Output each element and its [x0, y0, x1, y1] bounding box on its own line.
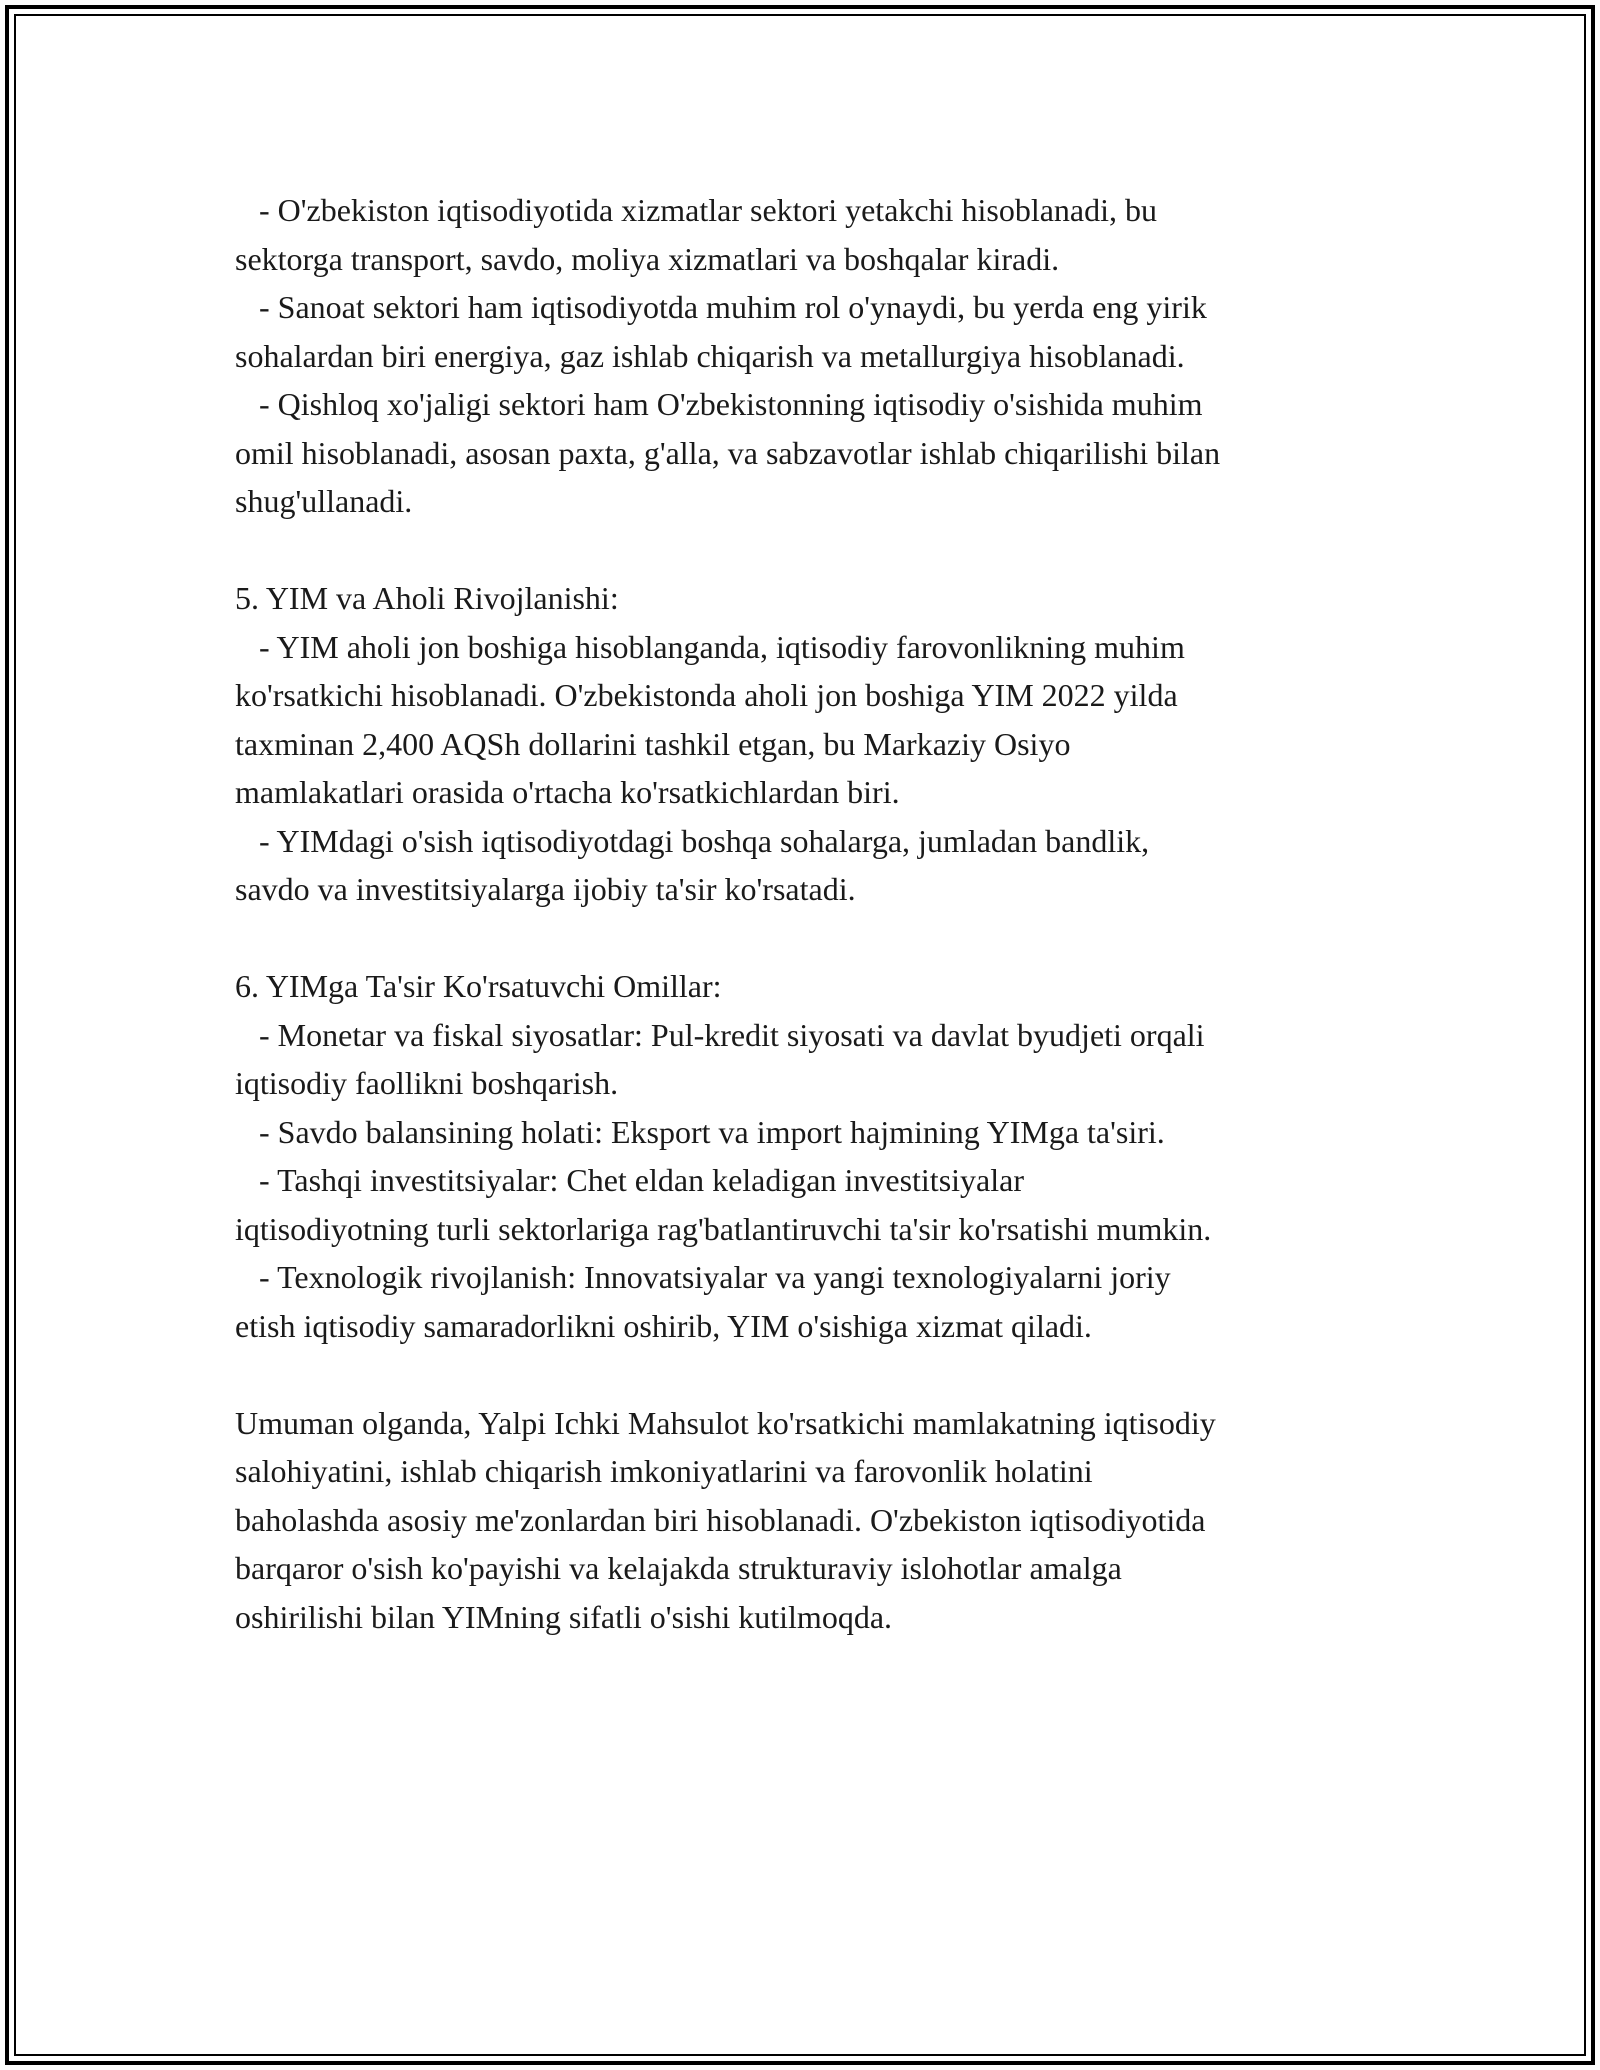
text-line: etish iqtisodiy samaradorlikni oshirib, YIM o'sishiga xizmat qiladi.: [235, 1307, 1092, 1344]
text-line: - Savdo balansining holati: Eksport va import hajmining YIMga ta'siri.: [235, 1113, 1165, 1150]
text-line: sohalardan biri energiya, gaz ishlab chiqarish va metallurgiya hisoblanadi.: [235, 337, 1185, 374]
text-line: iqtisodiyotning turli sektorlariga rag'batlantiruvchi ta'sir ko'rsatishi mumkin.: [235, 1210, 1212, 1247]
text-line: - O'zbekiston iqtisodiyotida xizmatlar sektori yetakchi hisoblanadi, bu: [235, 192, 1158, 228]
text-line: taxminan 2,400 AQSh dollarini tashkil etgan, bu Markaziy Osiyo: [235, 725, 1071, 762]
text-line: - Texnologik rivojlanish: Innovatsiyalar va yangi texnologiyalarni joriy: [235, 1259, 1171, 1295]
text-line: - Tashqi investitsiyalar: Chet eldan keladigan investitsiyalar: [235, 1162, 1024, 1198]
text-line: sektorga transport, savdo, moliya xizmatlari va boshqalar kiradi.: [235, 240, 1060, 277]
text-line: oshirilishi bilan YIMning sifatli o'sishi kutilmoqda.: [235, 1598, 893, 1635]
text-line: barqaror o'sish ko'payishi va kelajakda strukturaviy islohotlar amalga: [235, 1550, 1122, 1586]
text-line: shug'ullanadi.: [235, 483, 413, 519]
text-line: - YIMdagi o'sish iqtisodiyotdagi boshqa sohalarga, jumladan bandlik,: [235, 822, 1150, 859]
text-line: Umuman olganda, Yalpi Ichki Mahsulot ko'rsatkichi mamlakatning iqtisodiy: [235, 1404, 1216, 1441]
section-heading: 5. YIM va Aholi Rivojlanishi:: [235, 580, 619, 616]
text-line: baholashda asosiy me'zonlardan biri hisoblanadi. O'zbekiston iqtisodiyotida: [235, 1501, 1206, 1538]
blank-line: [235, 1350, 1435, 1399]
text-line: - Qishloq xo'jaligi sektori ham O'zbekistonning iqtisodiy o'sishida muhim: [235, 386, 1203, 422]
text-line: omil hisoblanadi, asosan paxta, g'alla, va sabzavotlar ishlab chiqarilishi bilan: [235, 434, 1221, 471]
text-line: - Sanoat sektori ham iqtisodiyotda muhim rol o'ynaydi, bu yerda eng yirik: [235, 289, 1207, 325]
text-line: - YIM aholi jon boshiga hisoblanganda, iqtisodiy farovonlikning muhim: [235, 628, 1185, 665]
text-line: - Monetar va fiskal siyosatlar: Pul-kredit siyosati va davlat byudjeti orqali: [235, 1016, 1205, 1053]
text-line: mamlakatlari orasida o'rtacha ko'rsatkichlardan biri.: [235, 774, 900, 810]
blank-line: [235, 914, 1435, 963]
text-line: ko'rsatkichi hisoblanadi. O'zbekistonda aholi jon boshiga YIM 2022 yilda: [235, 677, 1178, 713]
text-line: savdo va investitsiyalarga ijobiy ta'sir ko'rsatadi.: [235, 871, 856, 907]
text-line: salohiyatini, ishlab chiqarish imkoniyatlarini va farovonlik holatini: [235, 1453, 1093, 1489]
section-heading: 6. YIMga Ta'sir Ko'rsatuvchi Omillar:: [235, 968, 722, 1004]
blank-line: [235, 526, 1435, 575]
document-body: [235, 186, 1435, 1641]
text-line: iqtisodiy faollikni boshqarish.: [235, 1065, 619, 1101]
